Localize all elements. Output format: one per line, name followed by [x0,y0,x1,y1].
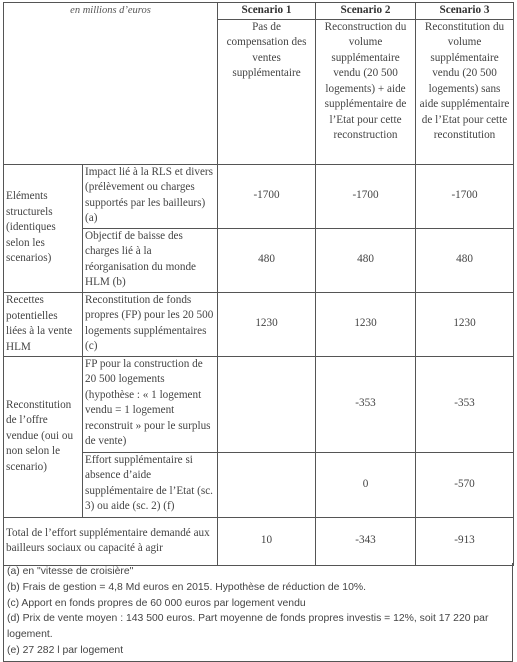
unit-caption: en millions d’euros [4,3,218,165]
financial-table [3,2,514,566]
footnotes [3,563,513,662]
row-label: Objectif de baisse des charges lié à la réorganisation du monde HLM (b) [83,228,218,292]
table-row [4,356,514,452]
row-label: FP pour la construction de 20 500 logements (hypothèse : « 1 logement vendu = 1 logement reconstruit » pour le surplus de vente) [83,356,218,452]
footnote: (a) en "vitesse de croisière" [7,566,134,577]
scenario-3-description: Reconstitution du volume supplémentaire vendu (20 500 logements) sans aide supplémentaire de l’Etat pour cette reconstitution [416,19,514,164]
total-value: 10 [218,517,316,565]
category-label: Reconstitution de l’offre vendue (oui ou non selon le scenario) [4,356,83,517]
total-label: Total de l’effort supplémentaire demandé aux bailleurs sociaux ou capacité à agir [4,517,218,565]
footnote: (e) 27 282 l par logement [7,644,124,656]
value-cell: -1700 [416,164,514,228]
value-cell: 1230 [316,292,416,356]
value-cell: 1230 [416,292,514,356]
row-label: Reconstitution de fonds propres (FP) pour les 20 500 logements supplémentaires (c) [83,292,218,356]
total-row [4,517,514,565]
scenario-3-heading: Scenario 3 [416,3,514,20]
category-label: Recettes potentielles liées à la vente HLM [4,292,83,356]
value-cell: 480 [218,228,316,292]
scenario-2-description: Reconstruction du volume supplémentaire vendu (20 500 logements) + aide supplémentaire de l’Etat pour cette reconstruction [316,19,416,164]
scenario-1-description: Pas de compensation des ventes supplémentaire [218,19,316,164]
total-value: -343 [316,517,416,565]
value-cell [218,356,316,452]
value-cell: 1230 [218,292,316,356]
footnote: (c) Apport en fonds propres de 60 000 euros par logement vendu [7,597,306,609]
value-cell: 0 [316,452,416,517]
scenario-1-heading: Scenario 1 [218,3,316,20]
value-cell: -353 [316,356,416,452]
category-label: Eléments structurels (identiques selon les scenarios) [4,164,83,292]
row-label: Effort supplémentaire si absence d’aide supplémentaire de l’Etat (sc. 3) ou aide (sc. 2) (f) [83,452,218,517]
header-row [4,3,514,20]
table-row [4,292,514,356]
scenario-2-heading: Scenario 2 [316,3,416,20]
value-cell: 480 [416,228,514,292]
row-label: Impact lié à la RLS et divers (prélèvement ou charges supportés par les bailleurs) (a) [83,164,218,228]
value-cell: -570 [416,452,514,517]
footnote: (d) Prix de vente moyen : 143 500 euros. Part moyenne de fonds propres investis = 12%, soit 17 220 par logement. [7,613,489,641]
value-cell [218,452,316,517]
value-cell: 480 [316,228,416,292]
total-value: -913 [416,517,514,565]
value-cell: -353 [416,356,514,452]
table-row [4,164,514,228]
value-cell: -1700 [218,164,316,228]
value-cell: -1700 [316,164,416,228]
table-wrapper [3,2,513,566]
footnote: (b) Frais de gestion = 4,8 Md euros en 2015. Hypothèse de réduction de 10%. [7,581,366,593]
